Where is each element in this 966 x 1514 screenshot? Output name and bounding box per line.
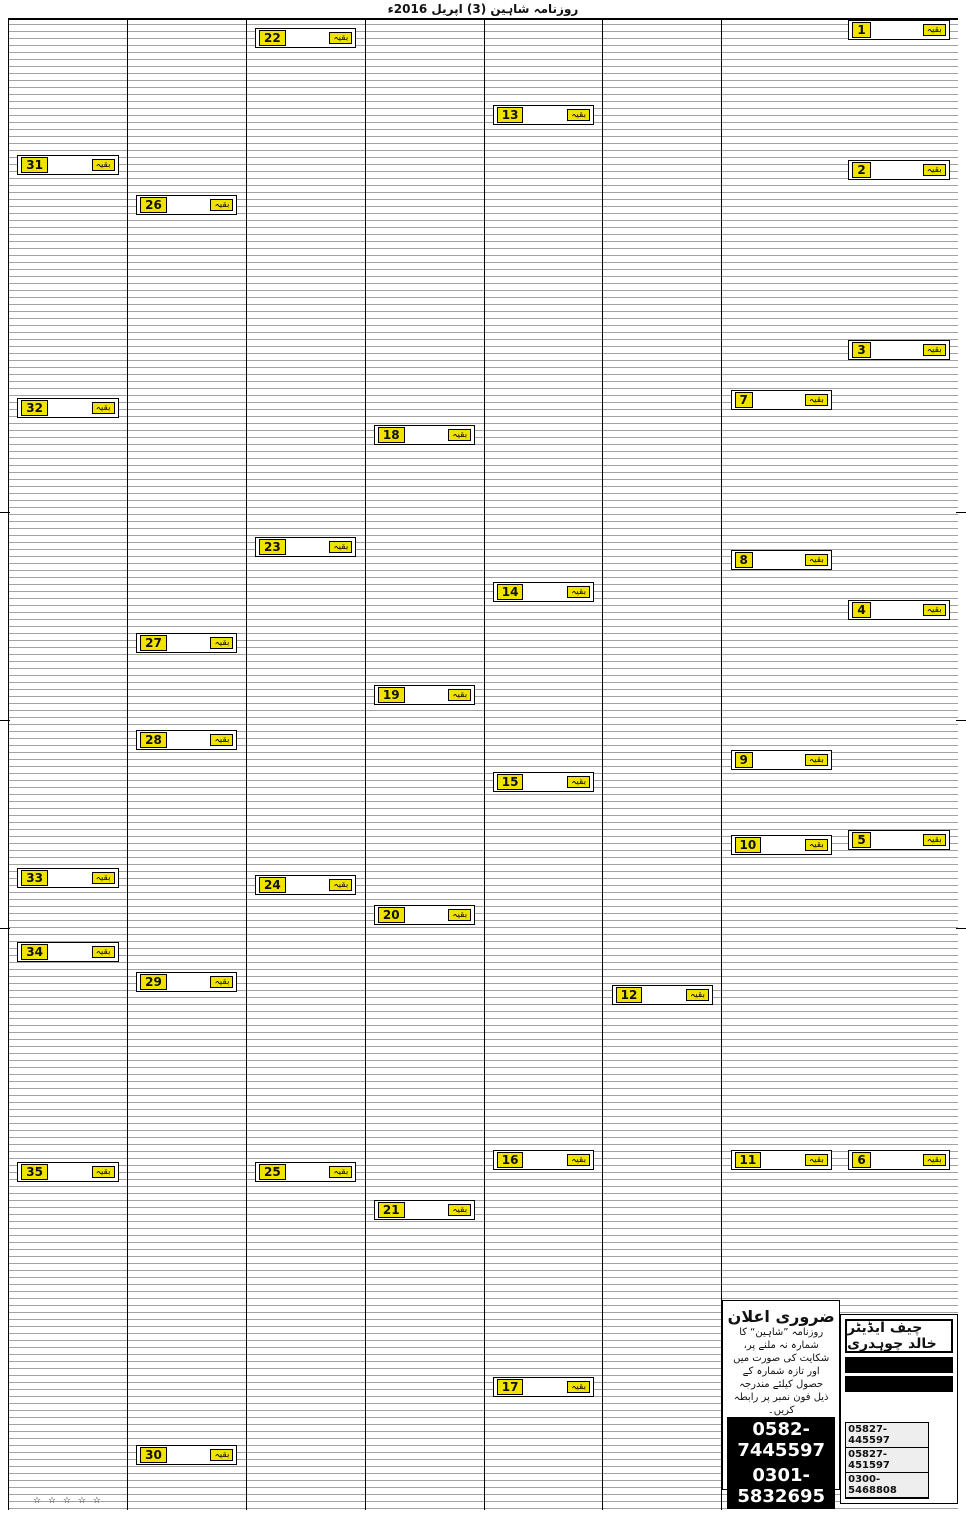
continued-tag: 13 بقیہ [493,105,594,125]
fold-marker [0,720,10,721]
continued-tag: 33 بقیہ [17,868,118,888]
continued-tag: 6 بقیہ [848,1150,949,1170]
continued-tag: 3 بقیہ [848,340,949,360]
continued-tag: 4 بقیہ [848,600,949,620]
continued-tag: 35 بقیہ [17,1162,118,1182]
masthead-bar [845,1376,953,1392]
notice-phone: 0301-5832695 [727,1463,835,1509]
important-notice [722,1300,840,1507]
continued-tag: 29 بقیہ [136,972,237,992]
continued-tag: 5 بقیہ [848,830,949,850]
fold-marker [956,928,966,929]
continued-tag: 19 بقیہ [374,685,475,705]
newspaper-title: روزنامہ شاہین (3) اپریل 2016ء [387,2,579,16]
continued-tag: 23 بقیہ [255,537,356,557]
notice-heading: ضروری اعلان [727,1307,835,1326]
page-header [0,0,966,18]
continued-tag: 2 بقیہ [848,160,949,180]
fold-marker [956,720,966,721]
column-4 [484,20,603,1510]
column-3 [602,20,721,1510]
continued-tag: 12 بقیہ [612,985,713,1005]
continued-tag: 8 بقیہ [731,550,832,570]
masthead-bar [845,1357,953,1373]
continued-tag: 14 بقیہ [493,582,594,602]
continued-tag: 32 بقیہ [17,398,118,418]
column-6 [246,20,365,1510]
continued-tag: 30 بقیہ [136,1445,237,1465]
column-1 [840,20,958,1510]
end-stars: ☆ ☆ ☆ ☆ ☆ [33,1496,103,1506]
article-columns [8,20,958,1510]
contact-numbers: 05827-445597 05827-451597 0300-5468808 [845,1422,929,1499]
continued-tag: 17 بقیہ [493,1377,594,1397]
continued-tag: 22 بقیہ [255,28,356,48]
continued-tag: 26 بقیہ [136,195,237,215]
continued-tag: 28 بقیہ [136,730,237,750]
continued-tag: 34 بقیہ [17,942,118,962]
column-7 [127,20,246,1510]
continued-tag: 15 بقیہ [493,772,594,792]
fold-marker [0,928,10,929]
continued-tag: 16 بقیہ [493,1150,594,1170]
continued-tag: 27 بقیہ [136,633,237,653]
chief-editor: چیف ایڈیٹر خالد چوہدری [845,1319,953,1353]
continued-tag: 31 بقیہ [17,155,118,175]
continued-tag: 24 بقیہ [255,875,356,895]
continued-tag: 10 بقیہ [731,835,832,855]
notice-phone: 0582-7445597 [727,1417,835,1463]
continued-tag: 20 بقیہ [374,905,475,925]
column-8 [8,20,127,1510]
continued-tag: 21 بقیہ [374,1200,475,1220]
continued-tag: 9 بقیہ [731,750,832,770]
continued-tag: 25 بقیہ [255,1162,356,1182]
notice-body: روزنامہ ”شاہین“ کا شمارہ نہ ملنے پر، شکایت کی صورت میں اور تازہ شمارہ کے حصول کیلئے مندرجہ ذیل فون نمبر پر رابطہ کریں۔ [733,1327,830,1416]
continued-tag: 7 بقیہ [731,390,832,410]
column-5 [365,20,484,1510]
fold-marker [956,512,966,513]
continued-tag: 1 بقیہ [848,20,949,40]
column-2 [721,20,840,1510]
fold-marker [0,512,10,513]
masthead [840,1314,958,1504]
continued-tag: 11 بقیہ [731,1150,832,1170]
continued-tag: 18 بقیہ [374,425,475,445]
